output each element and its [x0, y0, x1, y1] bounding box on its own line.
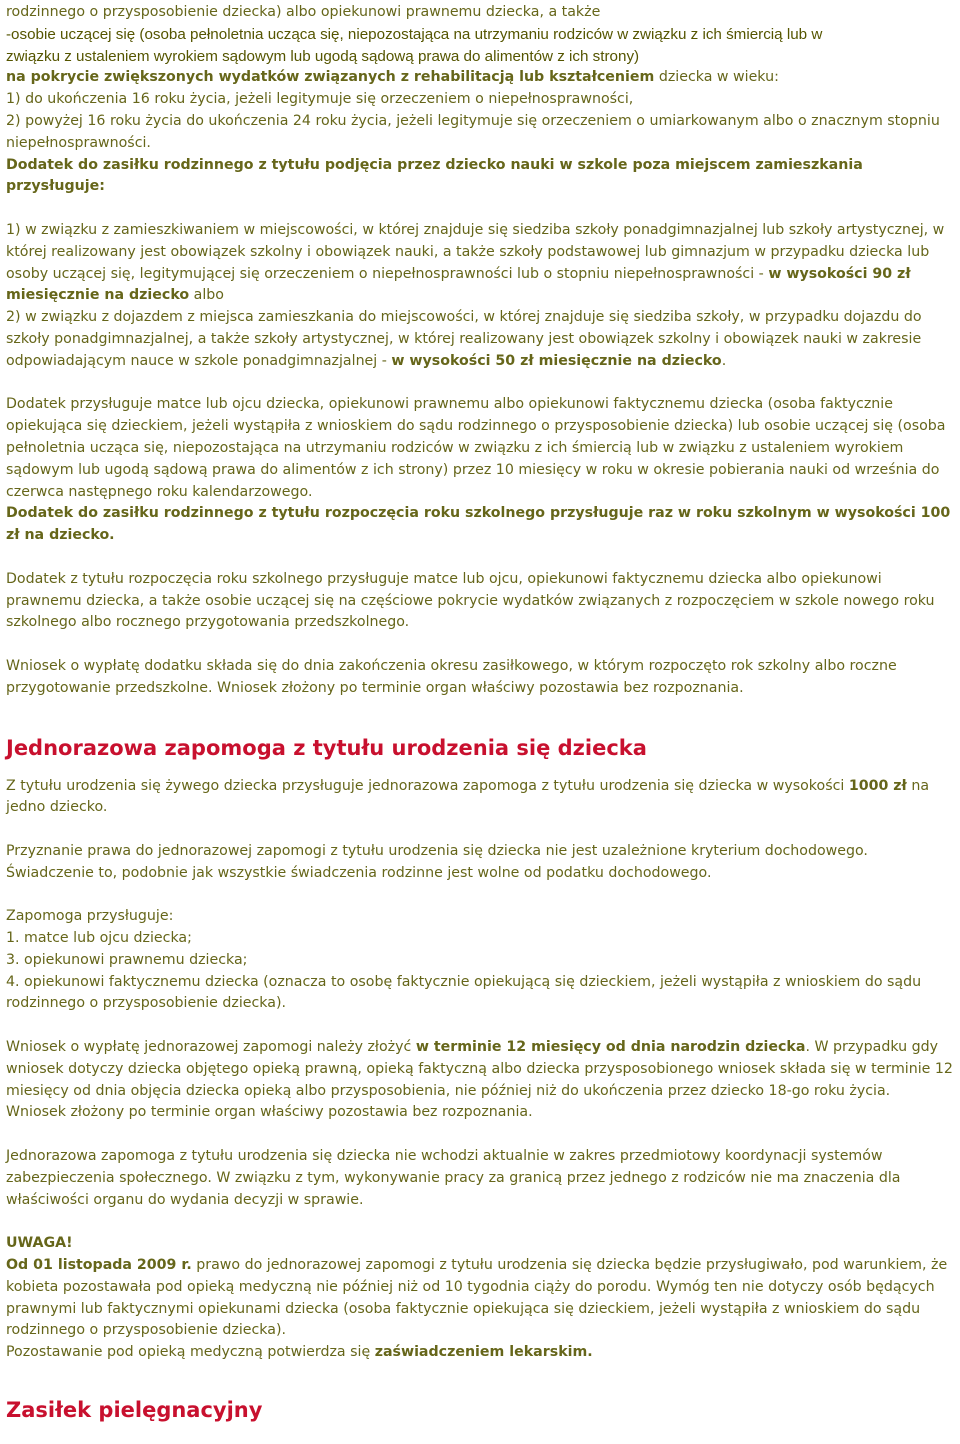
school-heading: Dodatek do zasiłku rodzinnego z tytułu podjęcia przez dziecko nauki w szkole poza miejscem zamieszkania przysługuje: [6, 156, 863, 195]
birth-list-item: 4. opiekunowi faktycznemu dziecka (oznacza to osobę faktycznie opiekującą się dzieckiem, jeżeli wystąpiła z wnioskiem do sądu rodzinnego o przysposobienie dziecka). [6, 973, 922, 1012]
care-section-heading: Zasiłek pielęgnacyjny [6, 1398, 263, 1423]
birth-section-heading: Jednorazowa zapomoga z tytułu urodzenia się dziecka [6, 735, 647, 760]
birth-paragraph-4: Jednorazowa zapomoga z tytułu urodzenia się dziecka nie wchodzi aktualnie w zakres przedmiotowy koordynacji systemów zabezpieczenia społecznego. W związku z tym, wykonywanie pracy za granicą przez jednego z rodziców nie ma znaczenia dla właściwości organu do wydania decyzji w sprawie. [6, 1148, 901, 1208]
intro-purpose-bold: na pokrycie zwiększonych wydatków związanych z rehabilitacją lub kształceniem [6, 69, 655, 86]
birth-list-intro: Zapomoga przysługuje: [6, 908, 174, 925]
birth-paragraph-5-text: prawo do jednorazowej zapomogi z tytułu urodzenia się dziecka będzie przysługiwało, pod warunkiem, że kobieta pozostawała pod opieką medyczną nie później niż od 10 tygodnia ciąży do porodu. Wymóg ten nie dotyczy osób będących prawnymi lub faktycznymi opiekunami dziecka (osoba faktycznie opiekująca się dzieckiem, jeżeli wystąpiła z wnioskiem do sądu rodzinnego o przysposobienie dziecka). [6, 1257, 948, 1339]
birth-warning: UWAGA! [6, 1235, 73, 1252]
year-heading: Dodatek do zasiłku rodzinnego z tytułu rozpoczęcia roku szkolnego przysługuje raz w roku szkolnym w wysokości 100 zł na dziecko. [6, 505, 951, 544]
birth-paragraph-1-tail: na jedno dziecko. [6, 777, 930, 816]
school-item-2-amount: w wysokości 50 zł miesięcznie na dziecko [391, 352, 722, 369]
birth-paragraph-3 [6, 1037, 954, 1124]
intro-line-4 [6, 67, 954, 89]
birth-amount: 1000 zł [848, 777, 907, 794]
birth-paragraph-6-text: Pozostawanie pod opieką medyczną potwierdza się [6, 1344, 375, 1361]
school-item-1-tail: albo [189, 287, 224, 304]
school-entitled-paragraph: Dodatek przysługuje matce lub ojcu dziecka, opiekunowi prawnemu albo opiekunowi faktycznemu dziecka (osoba faktycznie opiekująca się dzieckiem, jeżeli wystąpiła z wnioskiem do sądu rodzinnego o przysposobienie dziecka) lub osobie uczącej się (osoba pełnoletnia ucząca się, niepozostająca na utrzymaniu rodziców w związku z ich śmiercią lub w związku z ustaleniem wyrokiem sądowym lub ugodą sądową prawa do alimentów z ich strony) przez 10 miesięcy w roku w okresie pobierania nauki od września do czerwca następnego roku kalendarzowego. [6, 396, 946, 500]
intro-purpose-rest: dziecka w wieku: [654, 69, 779, 86]
birth-paragraph-3-text: Wniosek o wypłatę jednorazowej zapomogi należy złożyć [6, 1039, 416, 1056]
school-item-2-text: 2) w związku z dojazdem z miejsca zamieszkania do miejscowości, w której znajduje się siedziba szkoły, w przypadku dojazdu do szkoły ponadgimnazjalnej, a także szkoły artystycznej, w której realizowany jest obowiązek szkolny i obowiązek nauki w zakresie odpowiadającym nauce w szkole ponadgimnazjalnej - [6, 309, 922, 369]
intro-item-1: 1) do ukończenia 16 roku życia, jeżeli legitymuje się orzeczeniem o niepełnosprawności, [6, 91, 634, 108]
birth-paragraph-1 [6, 776, 954, 820]
birth-paragraph-3-tail: . W przypadku gdy wniosek dotyczy dziecka objętego opieką prawną, opieką faktyczną albo dziecka przysposobionego wniosek składa się w terminie 12 miesięcy od dnia objęcia dziecka opieką albo przysposobienia, nie później niż do ukończenia przez dziecko 18-go roku życia. Wniosek złożony po terminie organ właściwy pozostawia bez rozpoznania. [6, 1039, 953, 1121]
birth-certificate: zaświadczeniem lekarskim. [374, 1344, 593, 1361]
birth-effective-date: Od 01 listopada 2009 r. [6, 1257, 192, 1274]
intro-line-1: rodzinnego o przysposobienie dziecka) albo opiekunowi prawnemu dziecka, a także [6, 4, 601, 20]
intro-item-2: 2) powyżej 16 roku życia do ukończenia 24 roku życia, jeżeli legitymuje się orzeczeniem o umiarkowanym albo o znacznym stopniu niepełnosprawności. [6, 112, 940, 151]
birth-list-item: 1. matce lub ojcu dziecka; [6, 930, 192, 947]
school-item-2 [6, 307, 954, 372]
school-item-1-amount: w wysokości 90 zł miesięcznie na dziecko [6, 265, 911, 304]
birth-paragraph-6 [6, 1342, 954, 1364]
school-item-1-text: 1) w związku z zamieszkiwaniem w miejscowości, w której znajduje się siedziba szkoły ponadgimnazjalnej lub szkoły artystycznej, w której realizowany jest obowiązek szkolny i obowiązek nauki, a także szkoły podstawowej lub gimnazjum w przypadku dziecka lub osoby uczącej się, legitymującej się orzeczeniem o niepełnosprawności lub o stopniu niepełnosprawności - [6, 221, 945, 282]
school-item-1 [6, 220, 954, 307]
birth-paragraph-5 [6, 1255, 954, 1342]
school-item-2-tail: . [721, 352, 727, 369]
birth-paragraph-2: Przyznanie prawa do jednorazowej zapomogi z tytułu urodzenia się dziecka nie jest uzależnione kryterium dochodowego. Świadczenie to, podobnie jak wszystkie świadczenia rodzinne jest wolne od podatku dochodowego. [6, 842, 868, 881]
year-paragraph-2: Wniosek o wypłatę dodatku składa się do dnia zakończenia okresu zasiłkowego, w którym rozpoczęto rok szkolny albo roczne przygotowanie przedszkolne. Wniosek złożony po terminie organ właściwy pozostawia bez rozpoznania. [6, 657, 897, 696]
birth-list-item: 3. opiekunowi prawnemu dziecka; [6, 951, 248, 968]
intro-line-3: związku z ustaleniem wyrokiem sądowym lub ugodą sądową prawa do alimentów z ich strony) [6, 47, 640, 65]
year-paragraph-1: Dodatek z tytułu rozpoczęcia roku szkolnego przysługuje matce lub ojcu, opiekunowi faktycznemu dziecka albo opiekunowi prawnemu dziecka, a także osobie uczącej się na częściowe pokrycie wydatków związanych z rozpoczęciem w szkole nowego roku szkolnego albo rocznego przygotowania przedszkolnego. [6, 570, 935, 631]
birth-deadline: w terminie 12 miesięcy od dnia narodzin dziecka [415, 1039, 806, 1056]
intro-line-2: -osobie uczącej się (osoba pełnoletnia ucząca się, niepozostająca na utrzymaniu rodziców w związku z ich śmiercią lub w [6, 25, 823, 43]
birth-paragraph-1-text: Z tytułu urodzenia się żywego dziecka przysługuje jednorazowa zapomoga z tytułu urodzenia się dziecka w wysokości [6, 777, 849, 794]
